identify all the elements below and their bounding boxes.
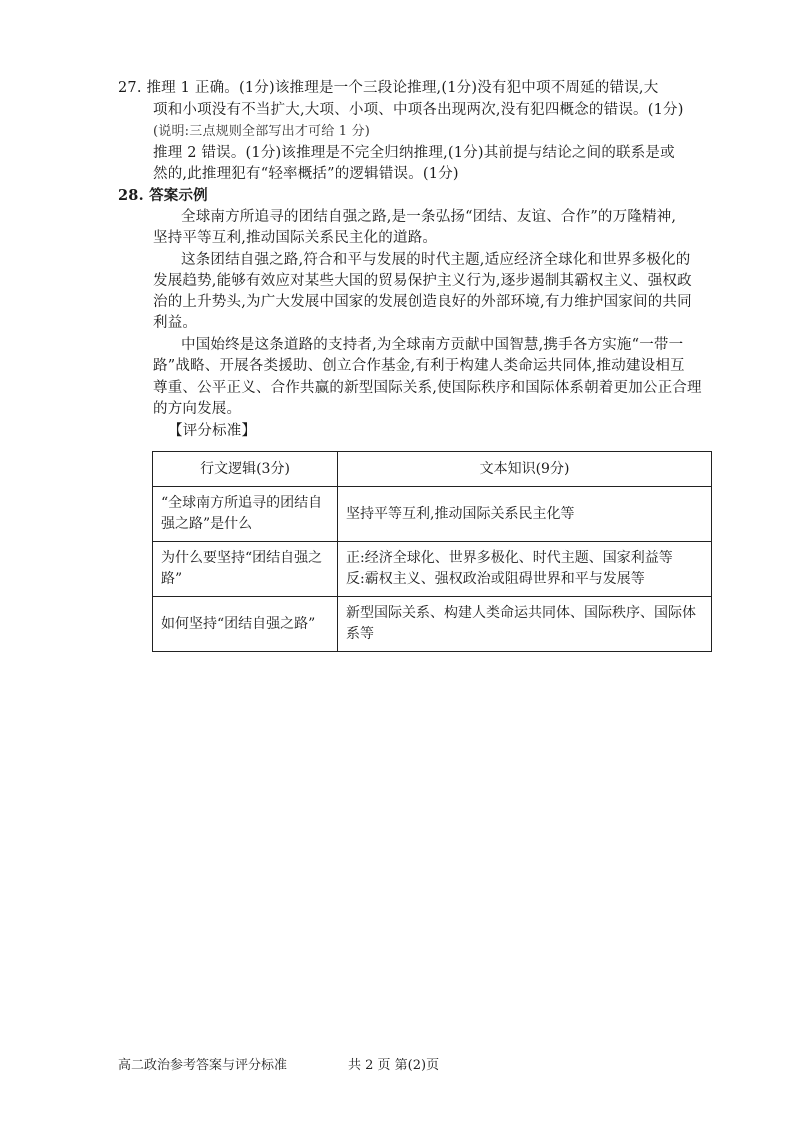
table-row	[153, 542, 712, 597]
q28-line-6: 利益。	[153, 315, 198, 331]
q27-line-4: 推理 2 错误。(1分)该推理是不完全归纳推理,(1分)其前提与结论之间的联系是或	[153, 145, 675, 161]
q28-line-2: 坚持平等互利,推动国际关系民主化的道路。	[153, 230, 438, 246]
footer-page-number: 共 2 页 第(2)页	[348, 1058, 440, 1073]
table-row	[153, 487, 712, 542]
q28-line-9: 尊重、公平正义、合作共赢的新型国际关系,使国际秩序和国际体系朝着更加公正合理	[153, 380, 702, 396]
row-logic: 如何坚持“团结自强之路”	[153, 597, 338, 652]
q28-line-1: 全球南方所追寻的团结自强之路,是一条弘扬“团结、友谊、合作”的万隆精神,	[181, 209, 677, 225]
row-knowledge: 正:经济全球化、世界多极化、时代主题、国家利益等 反:霸权主义、强权政治或阻碍世界和平与发展等	[338, 542, 712, 597]
q27-line-5: 然的,此推理犯有“轻率概括”的逻辑错误。(1分)	[153, 166, 459, 182]
row-logic: “全球南方所追寻的团结自强之路”是什么	[153, 487, 338, 542]
table-row	[153, 597, 712, 652]
scoring-table	[152, 451, 712, 652]
row-logic: 为什么要坚持“团结自强之路”	[153, 542, 338, 597]
q28-line-3: 这条团结自强之路,符合和平与发展的时代主题,适应经济全球化和世界多极化的	[181, 252, 691, 268]
q28-line-4: 发展趋势,能够有效应对某些大国的贸易保护主义行为,逐步遏制其霸权主义、强权政	[153, 273, 692, 289]
q28-heading: 28. 答案示例	[118, 187, 208, 204]
q28-line-8: 路”战略、开展各类援助、创立合作基金,有利于构建人类命运共同体,推动建设相互	[153, 358, 685, 374]
q28-line-10: 的方向发展。	[153, 401, 242, 417]
header-logic: 行文逻辑(3分)	[153, 452, 338, 487]
header-knowledge: 文本知识(9分)	[338, 452, 712, 487]
footer-title: 高二政治参考答案与评分标准	[118, 1058, 288, 1073]
q28-line-7: 中国始终是这条道路的支持者,为全球南方贡献中国智慧,携手各方实施“一带一	[181, 337, 684, 353]
row-knowledge: 新型国际关系、构建人类命运共同体、国际秩序、国际体系等	[338, 597, 712, 652]
q28-line-5: 治的上升势头,为广大发展中国家的发展创造良好的外部环境,有力维护国家间的共同	[153, 294, 692, 310]
row-knowledge: 坚持平等互利,推动国际关系民主化等	[338, 487, 712, 542]
q27-line-2: 项和小项没有不当扩大,大项、小项、中项各出现两次,没有犯四概念的错误。(1分)	[153, 102, 684, 118]
q27-line-1: 27. 推理 1 正确。(1分)该推理是一个三段论推理,(1分)没有犯中项不周延的错误,大	[118, 80, 659, 96]
criteria-label: 【评分标准】	[168, 423, 257, 439]
table-header-row	[153, 452, 712, 487]
q27-note: (说明:三点规则全部写出才可给 1 分)	[153, 124, 371, 139]
